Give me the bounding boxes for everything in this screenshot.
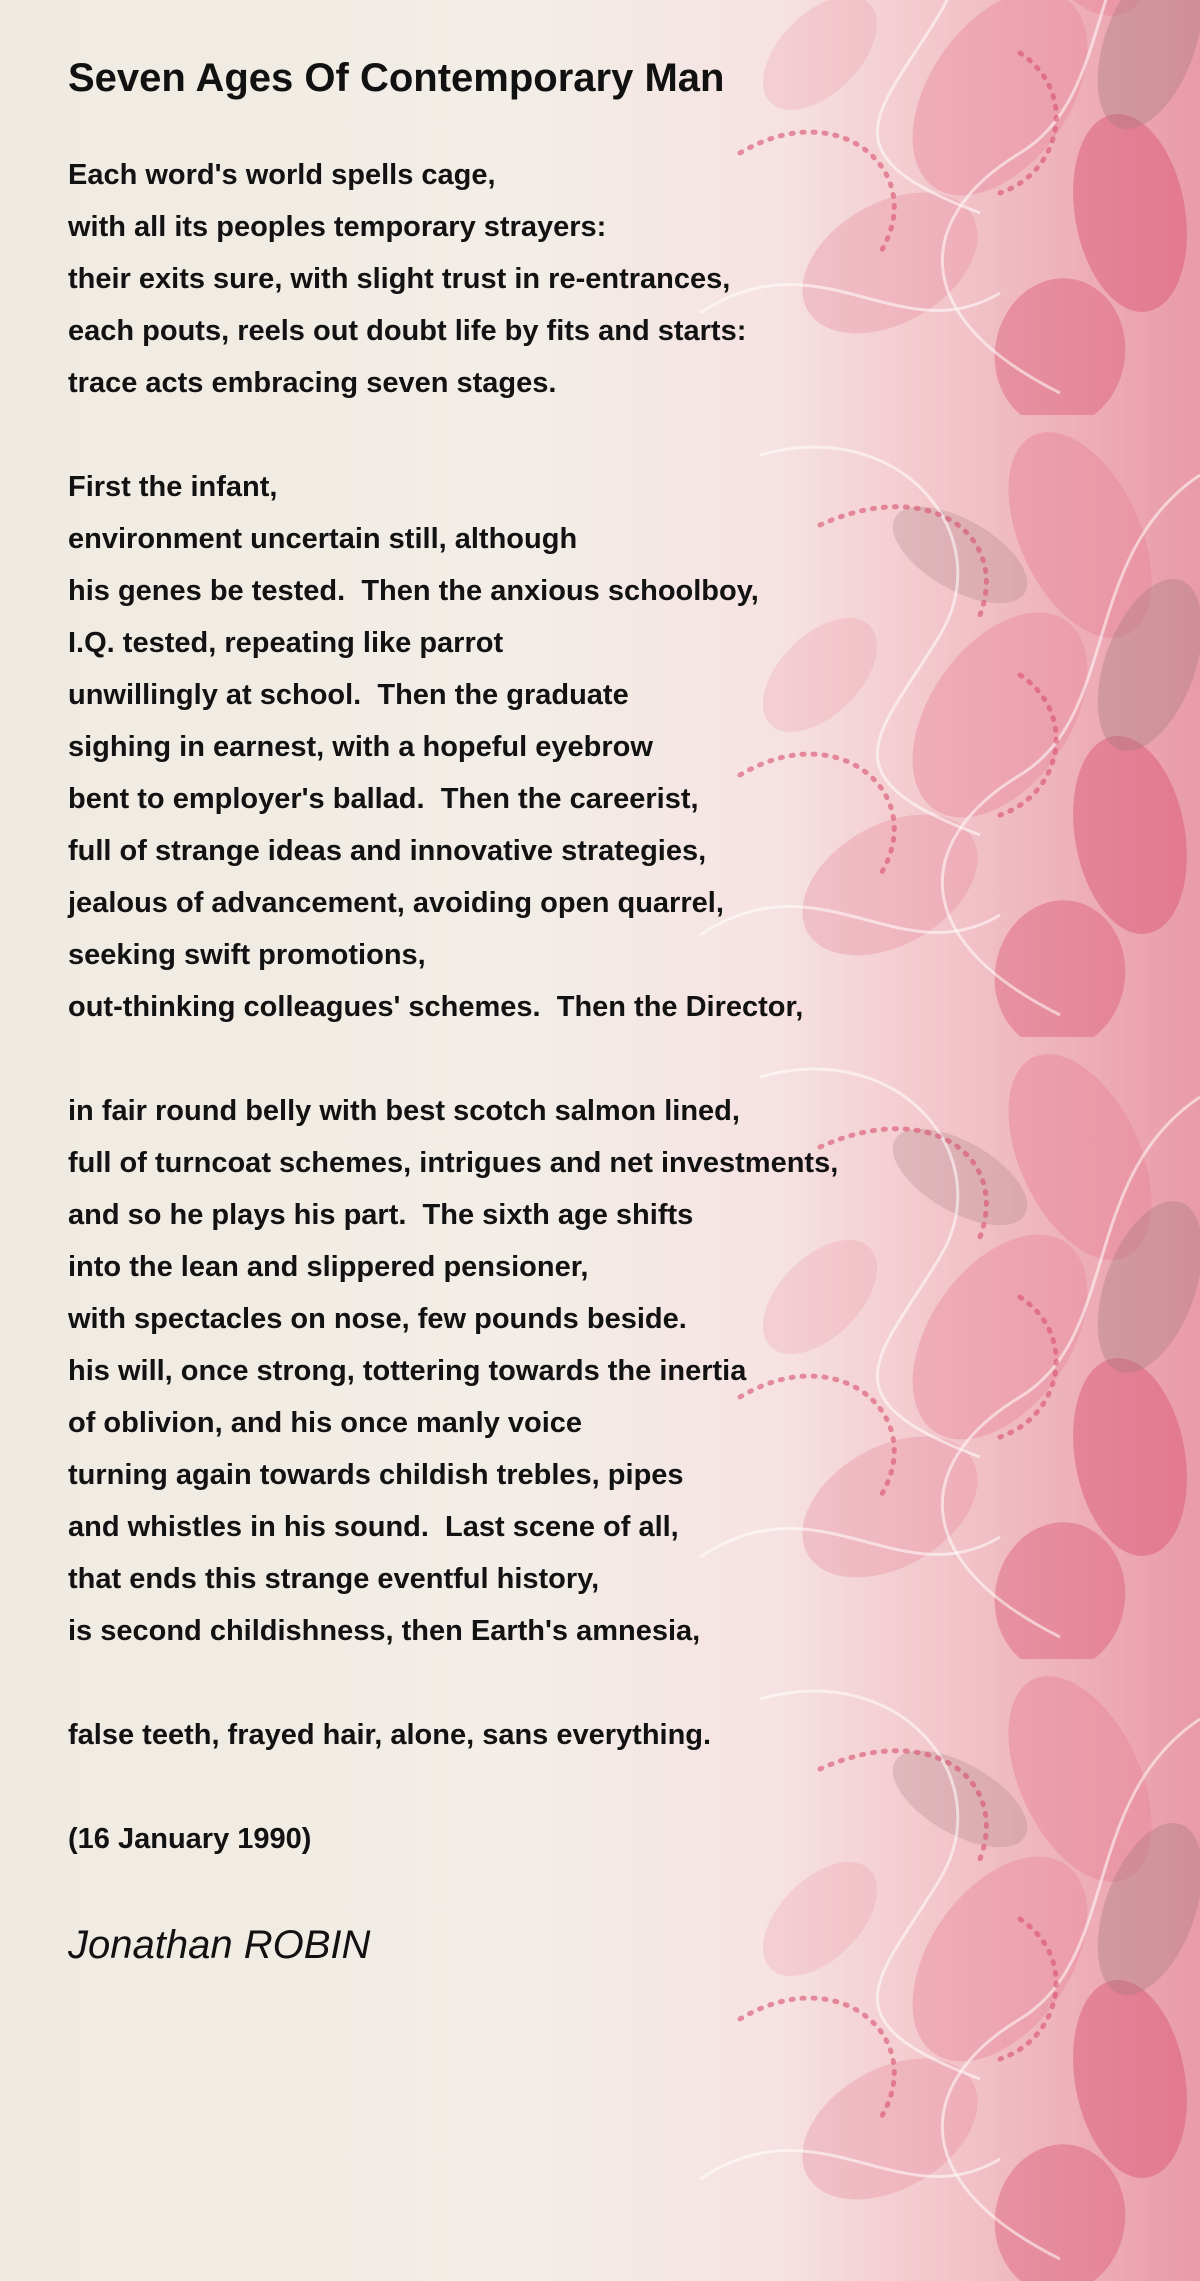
poem-line: that ends this strange eventful history, (68, 1563, 600, 1595)
poem-author: Jonathan ROBIN (68, 1923, 371, 1967)
poem-line: Each word's world spells cage, (68, 159, 496, 191)
poem-line: into the lean and slippered pensioner, (68, 1251, 589, 1283)
poem-line: jealous of advancement, avoiding open quarrel, (68, 887, 724, 919)
poem-line: out-thinking colleagues' schemes. Then the Director, (68, 991, 804, 1023)
poem-line: full of turncoat schemes, intrigues and net investments, (68, 1147, 839, 1179)
poem-line: full of strange ideas and innovative strategies, (68, 835, 707, 867)
poem-line: his will, once strong, tottering towards the inertia (68, 1355, 747, 1387)
poem-line: trace acts embracing seven stages. (68, 367, 557, 399)
poem-line: seeking swift promotions, (68, 939, 426, 971)
poem-line: First the infant, (68, 471, 278, 503)
poem-line: with all its peoples temporary strayers: (68, 211, 607, 243)
poem-line: bent to employer's ballad. Then the careerist, (68, 783, 699, 815)
poem-line: and so he plays his part. The sixth age shifts (68, 1199, 694, 1231)
poem-line: turning again towards childish trebles, pipes (68, 1459, 684, 1491)
poem-line: false teeth, frayed hair, alone, sans everything. (68, 1719, 712, 1751)
poem-title: Seven Ages Of Contemporary Man (68, 56, 725, 100)
poem-line: (16 January 1990) (68, 1823, 312, 1855)
poem-line: is second childishness, then Earth's amnesia, (68, 1615, 701, 1647)
poem-line: his genes be tested. Then the anxious schoolboy, (68, 575, 759, 607)
poem-line: unwillingly at school. Then the graduate (68, 679, 629, 711)
poem-line: with spectacles on nose, few pounds beside. (68, 1303, 687, 1335)
poem-line: of oblivion, and his once manly voice (68, 1407, 583, 1439)
poem-line: their exits sure, with slight trust in re-entrances, (68, 263, 731, 295)
poem-line: in fair round belly with best scotch salmon lined, (68, 1095, 740, 1127)
poem-line: environment uncertain still, although (68, 523, 578, 555)
poem-line: and whistles in his sound. Last scene of all, (68, 1511, 679, 1543)
poem-line: each pouts, reels out doubt life by fits and starts: (68, 315, 747, 347)
poem-line: sighing in earnest, with a hopeful eyebrow (68, 731, 653, 763)
poem-line: I.Q. tested, repeating like parrot (68, 627, 504, 659)
